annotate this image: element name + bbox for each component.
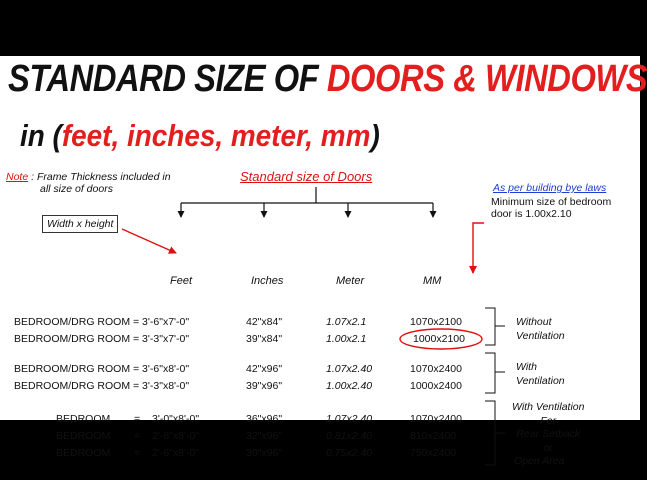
note-line-2: all size of doors (40, 183, 113, 195)
cell-feet: 3'-0"x8'-0" (152, 413, 200, 425)
cell-inches: 36"x96" (246, 413, 283, 425)
bye-laws-title: As per building bye laws (493, 182, 607, 194)
column-header-feet: Feet (170, 275, 193, 287)
table-row-room: BEDROOM/DRG ROOM = 3'-6"x8'-0" (14, 363, 190, 375)
table-row-room: BEDROOM/DRG ROOM = 3'-3"x8'-0" (14, 380, 190, 392)
cell-inches: 42"x84" (246, 316, 283, 328)
bye-laws-line-1: Minimum size of bedroom (491, 196, 612, 208)
cell-mm: 1070x2400 (410, 363, 462, 375)
cell-equals: = (134, 413, 141, 425)
group-label-without-ventilation: Without Ventilation (516, 316, 565, 342)
cell-inches: 30"x96" (246, 447, 283, 459)
note-line-1: : Frame Thickness included in (28, 171, 171, 183)
group-brackets (485, 308, 505, 465)
bye-laws-line-2: door is 1.00x2.10 (491, 208, 572, 220)
cell-inches: 39"x84" (246, 333, 283, 345)
cell-feet: 2'-6"x8'-0" (152, 447, 200, 459)
cell-meter: 1.07x2.40 (326, 363, 373, 375)
width-height-arrow (122, 229, 176, 253)
cell-equals: = (134, 430, 141, 442)
cell-equals: = (134, 447, 141, 459)
table-row-room: BEDROOM (56, 430, 111, 442)
page-title: STANDARD SIZE OF DOORS & WINDOWS (8, 58, 647, 100)
cell-feet: 2'-8"x8'-0" (152, 430, 200, 442)
table-row-room: BEDROOM (56, 413, 111, 425)
cell-mm: 1070x2100 (410, 316, 462, 328)
cell-inches: 42"x96" (246, 363, 283, 375)
column-tree-connector (181, 187, 433, 217)
cell-mm: 1000x2400 (410, 380, 462, 392)
cell-mm: 1070x2400 (410, 413, 462, 425)
group-label-with-ventilation: With Ventilation (516, 361, 565, 387)
table-row-room: BEDROOM/DRG ROOM = 3'-3"x7'-0" (14, 333, 190, 345)
doors-heading: Standard size of Doors (240, 169, 373, 184)
column-header-mm: MM (423, 275, 442, 287)
cell-meter: 0.81x2.40 (326, 430, 373, 442)
cell-meter: 1.00x2.40 (326, 380, 373, 392)
page-subtitle: in (feet, inches, meter, mm) (20, 118, 380, 153)
table-row-room: BEDROOM (56, 447, 111, 459)
cell-meter: 0.75x2.40 (326, 447, 373, 459)
cell-meter: 1.00x2.1 (326, 333, 367, 345)
cell-inches: 39"x96" (246, 380, 283, 392)
cell-meter: 1.07x2.1 (326, 316, 367, 328)
cell-mm-highlighted: 1000x2100 (413, 333, 465, 345)
table-row-room: BEDROOM/DRG ROOM = 3'-6"x7'-0" (14, 316, 190, 328)
cell-mm: 810x2400 (410, 430, 457, 442)
highlight-ellipse (400, 329, 482, 349)
group-label-rear-setback: With Ventilation For Rear Setback or Open Area (512, 401, 585, 467)
cell-mm: 750x2400 (410, 447, 457, 459)
cell-inches: 32"x96" (246, 430, 283, 442)
column-header-inches: Inches (251, 275, 284, 287)
width-height-label: Width x height (42, 215, 118, 233)
note-label: Note (6, 171, 29, 183)
column-header-meter: Meter (336, 275, 365, 287)
cell-meter: 1.07x2.40 (326, 413, 373, 425)
bye-laws-arrow (473, 223, 484, 273)
